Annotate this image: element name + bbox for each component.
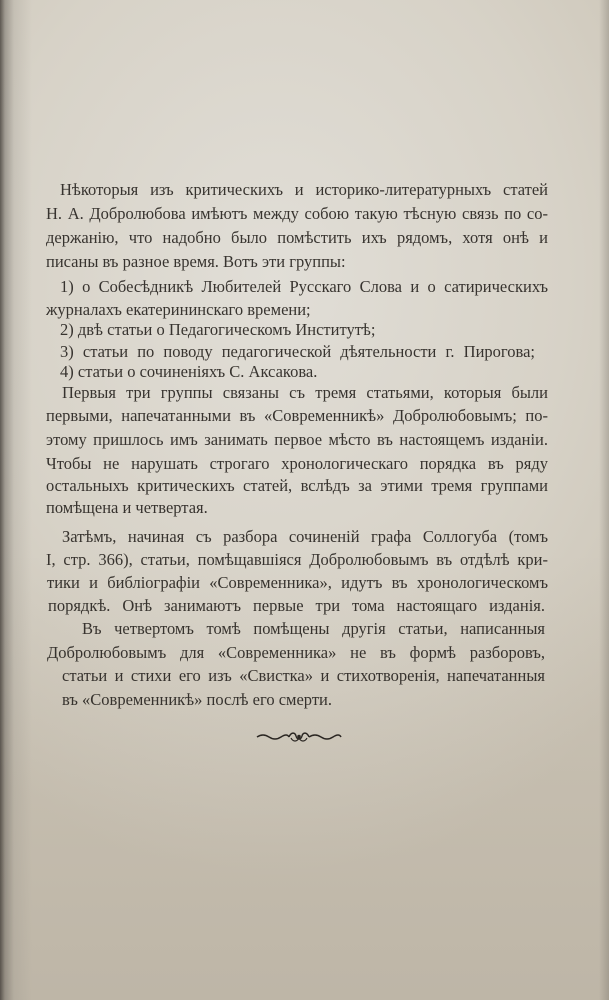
- text-line: въ «Современникѣ» послѣ его смерти.: [62, 690, 332, 709]
- text-line: этому пришлось имъ занимать первое мѣсто въ настоящемъ изданіи.: [46, 430, 548, 449]
- text-line: держанію, что надобно было помѣстить ихъ рядомъ, хотя онѣ и: [46, 228, 548, 247]
- text-line: Нѣкоторыя изъ критическихъ и историко-литературныхъ статей: [60, 180, 548, 199]
- text-line: первыми, напечатанными въ «Современникѣ» Добролюбовымъ; по-: [46, 406, 548, 425]
- text-line: статьи и стихи его изъ «Свистка» и стихотворенія, напечатанныя: [62, 666, 545, 685]
- text-line: писаны въ разное время. Вотъ эти группы:: [46, 252, 346, 271]
- text-line: тики и библіографіи «Современника», идутъ въ хронологическомъ: [47, 573, 548, 592]
- text-line: остальныхъ критическихъ статей, вслѣдъ за этими тремя группами: [46, 476, 548, 495]
- text-line: Чтобы не нарушать строгаго хронологическаго порядка въ ряду: [46, 454, 548, 473]
- text-line: Н. А. Добролюбова имѣютъ между собою такую тѣсную связь по со-: [46, 204, 548, 223]
- text-line: Первыя три группы связаны съ тремя статьями, которыя были: [62, 383, 548, 402]
- text-line: Затѣмъ, начиная съ разбора сочиненій графа Соллогуба (томъ: [62, 527, 548, 546]
- text-line: 3) статьи по поводу педагогической дѣятельности г. Пирогова;: [60, 342, 535, 361]
- text-line: 1) о Собесѣдникѣ Любителей Русскаго Слова и о сатирическихъ: [60, 277, 548, 296]
- text-line: порядкѣ. Онѣ занимаютъ первые три тома настоящаго изданія.: [48, 596, 545, 615]
- text-line: помѣщена и четвертая.: [46, 498, 208, 517]
- ornament-divider-icon: [255, 729, 343, 745]
- text-line: Добролюбовымъ для «Современника» не въ формѣ разборовъ,: [47, 643, 545, 662]
- text-line: I, стр. 366), статьи, помѣщавшіяся Добролюбовымъ въ отдѣлѣ кри-: [46, 550, 548, 569]
- text-line: 4) статьи о сочиненіяхъ С. Аксакова.: [60, 362, 318, 381]
- text-line: 2) двѣ статьи о Педагогическомъ Институтѣ;: [60, 320, 376, 339]
- text-line: Въ четвертомъ томѣ помѣщены другія статьи, написанныя: [82, 619, 545, 638]
- text-line: журналахъ екатерининскаго времени;: [46, 300, 311, 319]
